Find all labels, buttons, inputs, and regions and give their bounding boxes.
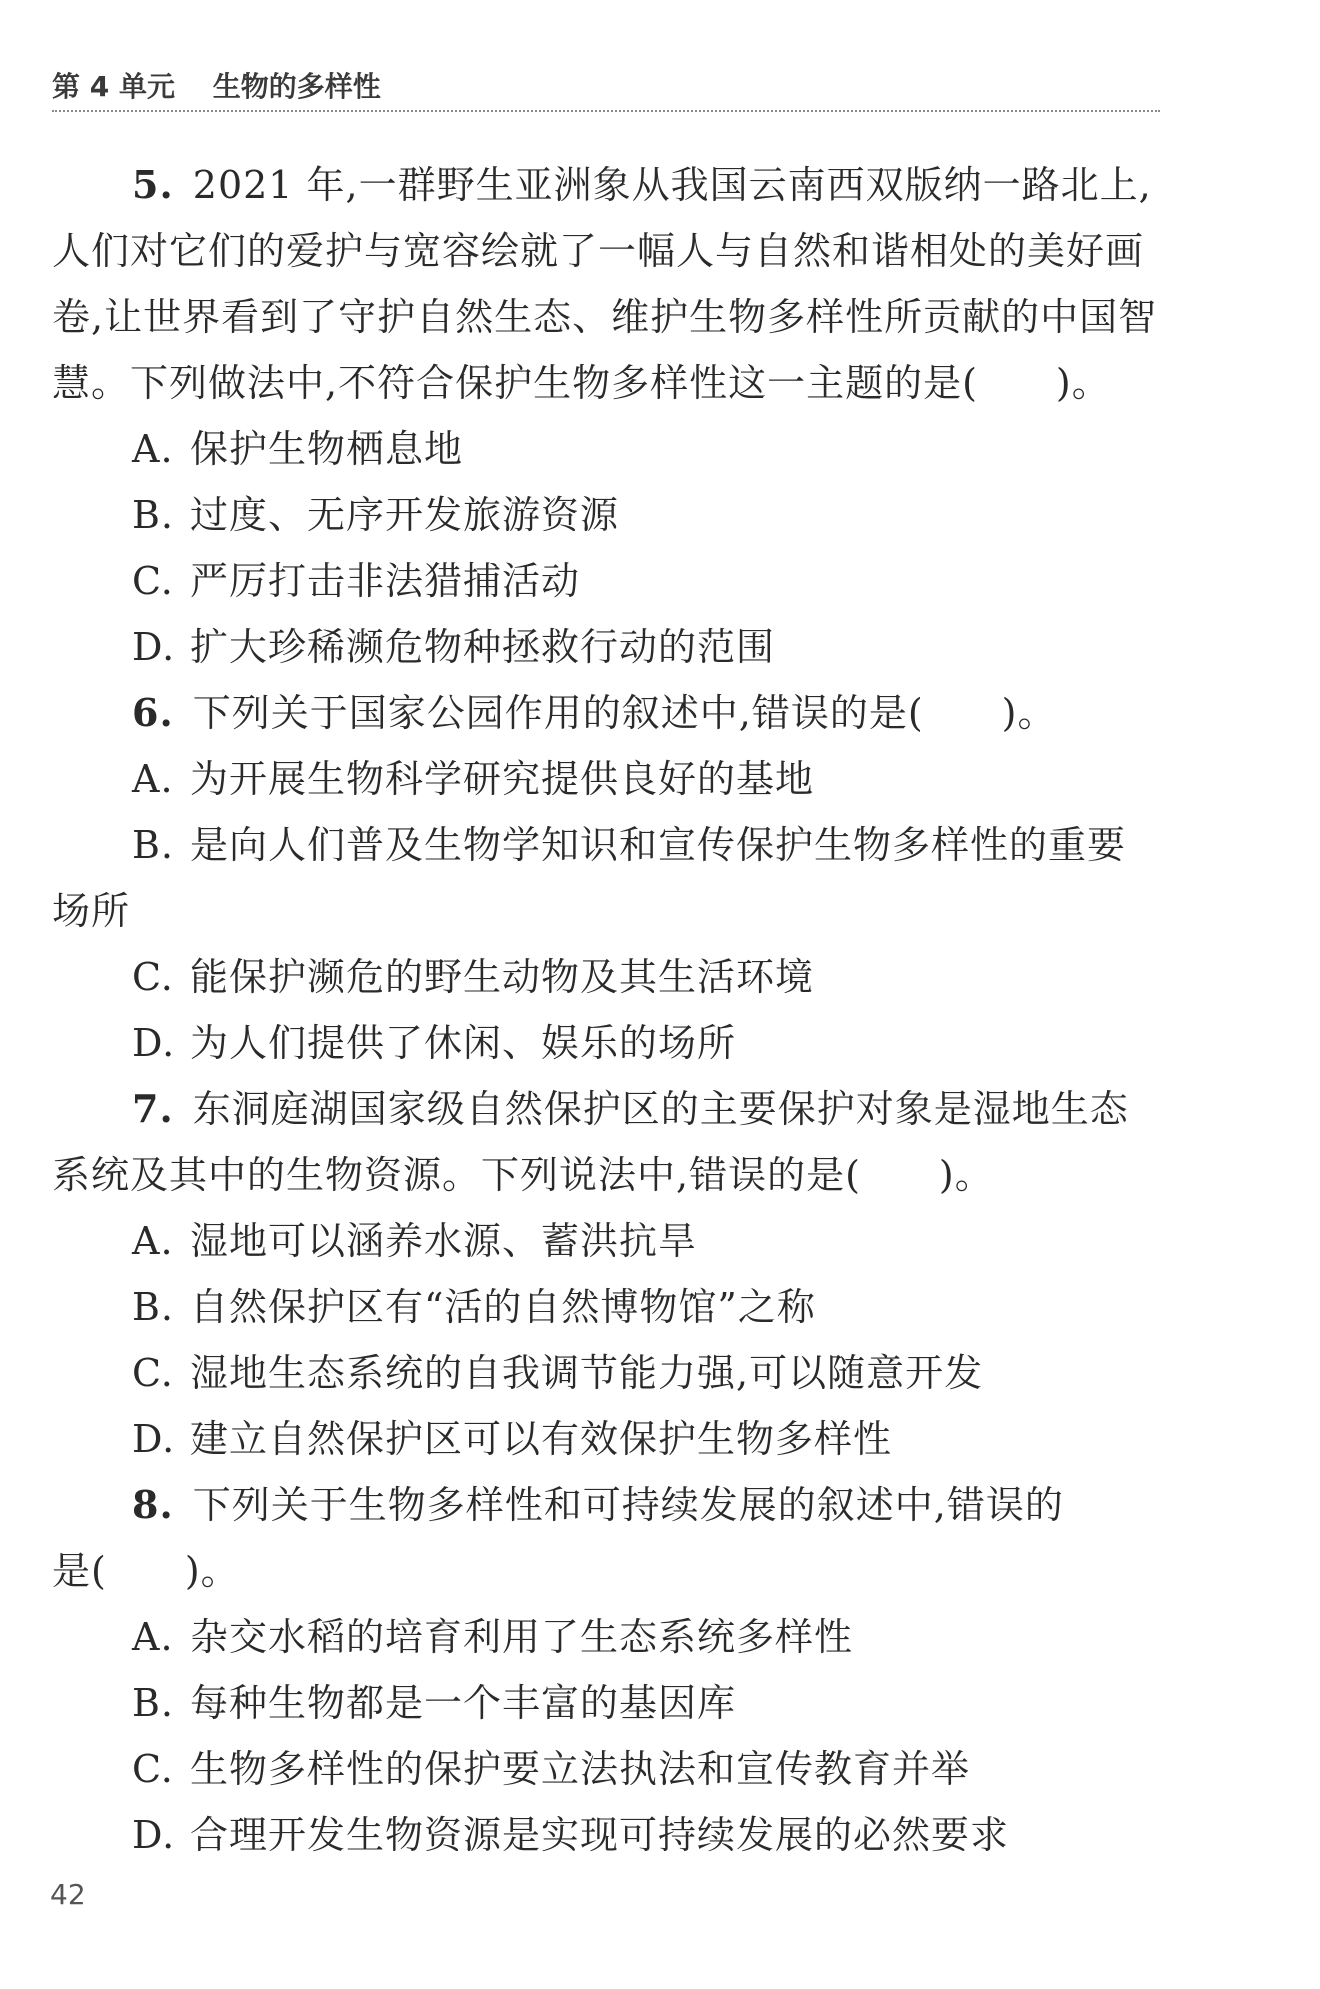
option-c: C. 能保护濒危的野生动物及其生活环境: [132, 955, 815, 999]
question-5: [52, 152, 1162, 680]
option-d: D. 为人们提供了休闲、娱乐的场所: [132, 1021, 737, 1065]
option-a: A. 为开展生物科学研究提供良好的基地: [132, 757, 815, 801]
option-b: B. 过度、无序开发旅游资源: [132, 493, 620, 537]
option-b: B. 每种生物都是一个丰富的基因库: [132, 1681, 737, 1725]
option-d: D. 扩大珍稀濒危物种拯救行动的范围: [132, 625, 776, 669]
question-number: 5.: [132, 162, 174, 207]
page-header: [52, 64, 1160, 112]
option-b-continuation: 场所: [52, 889, 131, 933]
question-8: [52, 1472, 1162, 1868]
question-7: [52, 1076, 1162, 1472]
option-a: A. 湿地可以涵养水源、蓄洪抗旱: [132, 1219, 698, 1263]
question-stem-line: 6. 下列关于国家公园作用的叙述中,错误的是( )。: [132, 690, 1057, 735]
question-6: [52, 680, 1162, 1076]
question-number: 8.: [132, 1482, 174, 1527]
question-number: 7.: [132, 1086, 174, 1131]
unit-label: 第 4 单元: [52, 70, 175, 103]
question-list: [52, 152, 1162, 1868]
option-c: C. 严厉打击非法猎捕活动: [132, 559, 581, 603]
question-stem-line: 8. 下列关于生物多样性和可持续发展的叙述中,错误的: [132, 1482, 1064, 1527]
question-number: 6.: [132, 690, 174, 735]
question-stem-line: 系统及其中的生物资源。下列说法中,错误的是( )。: [52, 1153, 994, 1197]
option-b: B. 是向人们普及生物学知识和宣传保护生物多样性的重要: [132, 823, 1127, 867]
option-a: A. 杂交水稻的培育利用了生态系统多样性: [132, 1615, 854, 1659]
option-c: C. 湿地生态系统的自我调节能力强,可以随意开发: [132, 1351, 984, 1395]
question-stem-line: 5. 2021 年,一群野生亚洲象从我国云南西双版纳一路北上,: [132, 162, 1152, 207]
question-stem-line: 是( )。: [52, 1549, 240, 1593]
option-c: C. 生物多样性的保护要立法执法和宣传教育并举: [132, 1747, 971, 1791]
question-stem-line: 卷,让世界看到了守护自然生态、维护生物多样性所贡献的中国智: [52, 295, 1158, 339]
page-number: 42: [50, 1878, 86, 1911]
option-a: A. 保护生物栖息地: [132, 427, 464, 471]
question-stem-line: 人们对它们的爱护与宽容绘就了一幅人与自然和谐相处的美好画: [52, 229, 1145, 273]
question-stem-line: 慧。下列做法中,不符合保护生物多样性这一主题的是( )。: [52, 361, 1111, 405]
option-b: B. 自然保护区有“活的自然博物馆”之称: [132, 1285, 816, 1329]
question-stem-line: 7. 东洞庭湖国家级自然保护区的主要保护对象是湿地生态: [132, 1086, 1129, 1131]
unit-title: 生物的多样性: [212, 70, 381, 103]
option-d: D. 合理开发生物资源是实现可持续发展的必然要求: [132, 1813, 1010, 1857]
option-d: D. 建立自然保护区可以有效保护生物多样性: [132, 1417, 893, 1461]
